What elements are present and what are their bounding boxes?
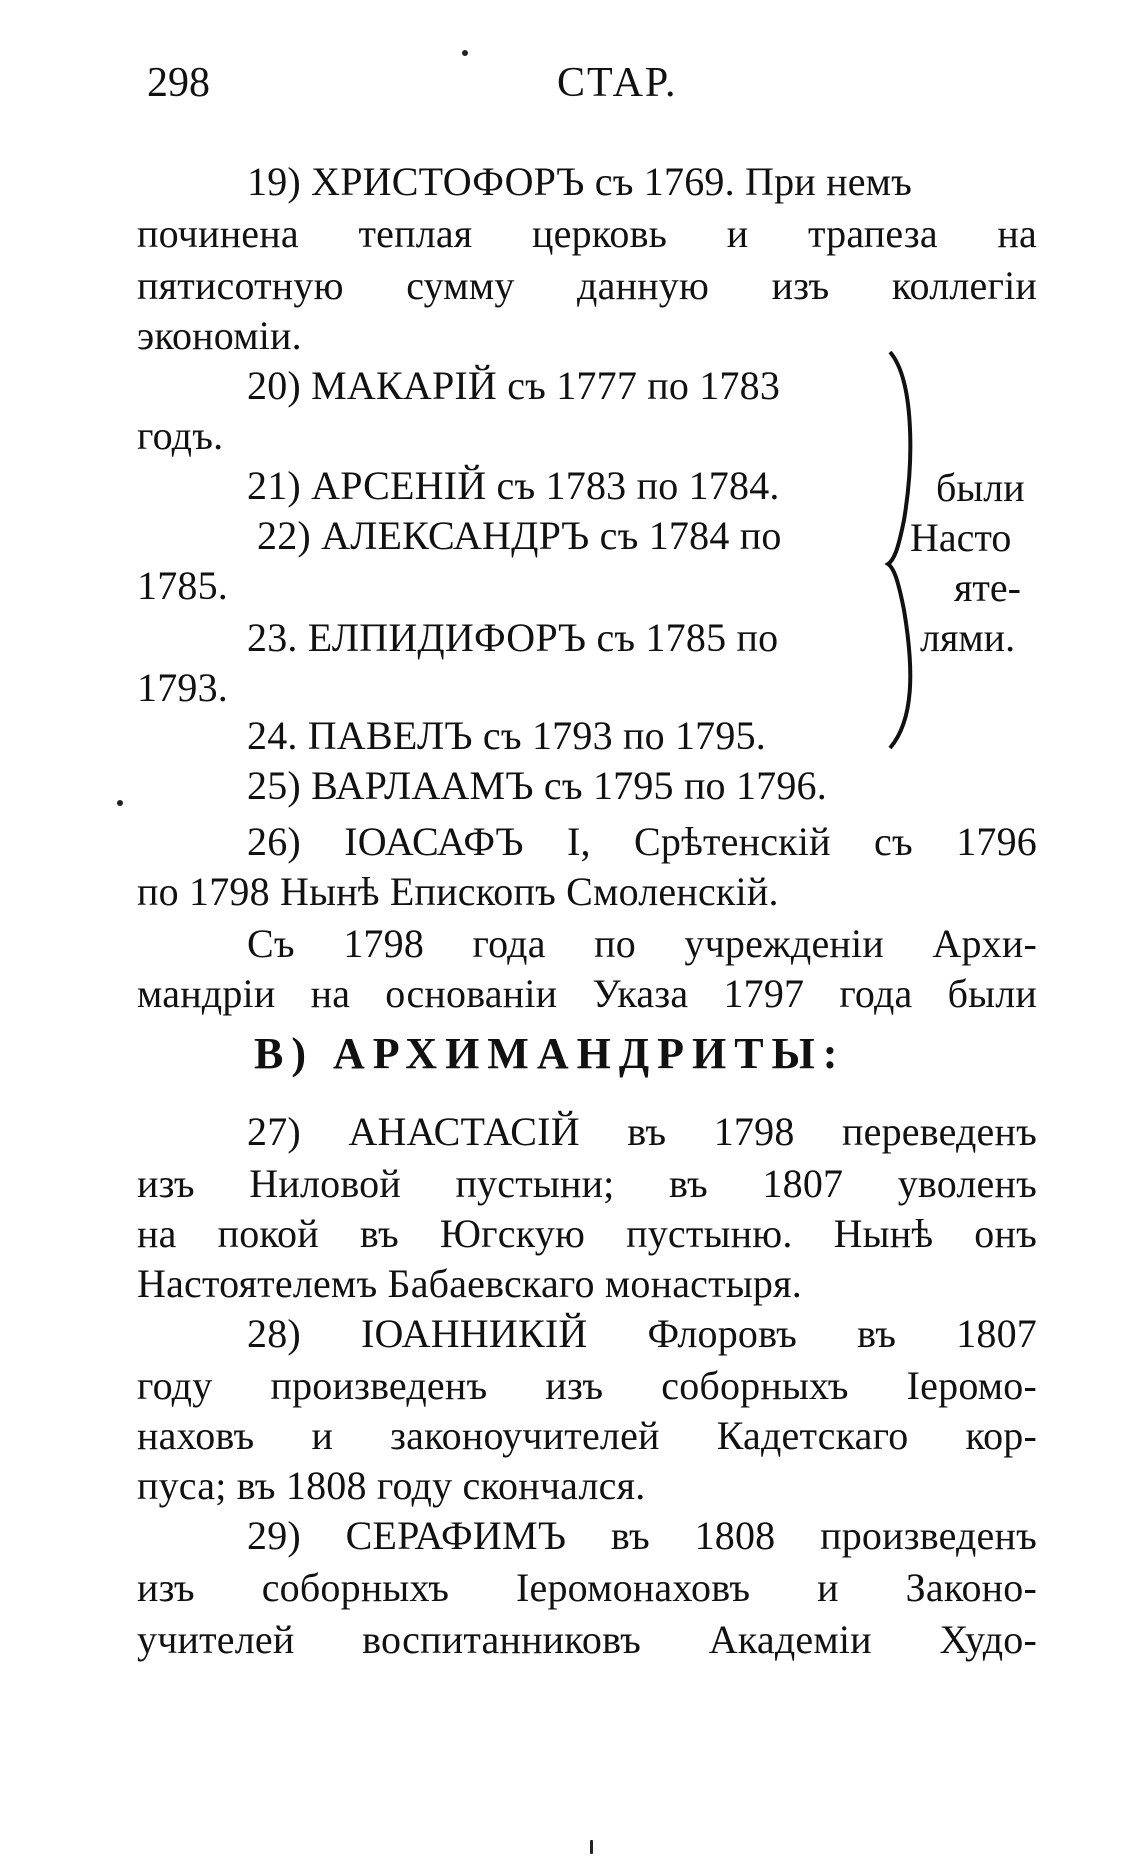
entry-28-line-4: пуса; въ 1808 году скончался.	[137, 1463, 646, 1508]
print-speck	[117, 800, 123, 806]
entry-25-line-1: 25) ВАРЛААМЪ съ 1795 по 1796.	[247, 763, 827, 808]
running-head: СТАР.	[557, 60, 678, 106]
intro-line-2: мандріи на основаніи Указа 1797 года были	[137, 971, 1037, 1016]
entry-29-line-3: учителей воспитанниковъ Академіи Худо-	[137, 1617, 1037, 1662]
entry-26-line-1: 26) ІОАСАФЪ І, Срѣтенскій съ 1796	[247, 819, 1037, 864]
entry-28-line-3: наховъ и законоучителей Кадетскаго кор-	[137, 1413, 1037, 1458]
entry-22-line-2: 1785.	[137, 563, 228, 608]
entry-19-line-1: 19) ХРИСТОФОРЪ съ 1769. При немъ	[247, 159, 913, 204]
brace-note-line-2: Насто	[910, 515, 1012, 560]
entry-29-line-1: 29) СЕРАФИМЪ въ 1808 произведенъ	[247, 1513, 1037, 1558]
entry-19-line-3: пятисотную сумму данную изъ коллегіи	[137, 263, 1037, 308]
intro-line-1: Съ 1798 года по учрежденіи Архи-	[247, 921, 1037, 966]
entry-20-line-1: 20) МАКАРІЙ съ 1777 по 1783	[247, 363, 781, 408]
entry-21-line-1: 21) АРСЕНІЙ съ 1783 по 1784.	[247, 463, 780, 508]
entry-23-line-2: 1793.	[137, 665, 228, 710]
entry-29-line-2: изъ соборныхъ Іеромонаховъ и Законо-	[137, 1565, 1037, 1610]
entry-28-line-1: 28) ІОАННИКІЙ Флоровъ въ 1807	[247, 1311, 1037, 1356]
entry-19-line-4: экономіи.	[137, 313, 302, 358]
brace-note-line-3: яте-	[954, 565, 1021, 610]
print-speck	[590, 1840, 593, 1854]
print-speck	[462, 50, 468, 56]
entry-27-line-2: изъ Ниловой пустыни; въ 1807 уволенъ	[137, 1161, 1037, 1206]
page-number: 298	[147, 60, 210, 106]
entry-27-line-1: 27) АНАСТАСІЙ въ 1798 переведенъ	[247, 1109, 1037, 1154]
entry-20-line-2: годъ.	[137, 413, 224, 458]
brace-note-line-4: лями.	[920, 615, 1016, 660]
entry-23-line-1: 23. ЕЛПИДИФОРЪ съ 1785 по	[247, 615, 779, 660]
entry-28-line-2: году произведенъ изъ соборныхъ Іеромо-	[137, 1363, 1037, 1408]
entry-27-line-3: на покой въ Югскую пустыню. Нынѣ онъ	[137, 1211, 1037, 1256]
entry-26-line-2: по 1798 Нынѣ Епископъ Смоленскій.	[137, 869, 779, 914]
brace-note-line-1: были	[936, 465, 1025, 510]
entry-22-line-1: 22) АЛЕКСАНДРЪ съ 1784 по	[257, 513, 782, 558]
section-title: В) АРХИМАНДРИТЫ:	[254, 1029, 846, 1078]
entry-24-line-1: 24. ПАВЕЛЪ съ 1793 по 1795.	[247, 713, 766, 758]
entry-27-line-4: Настоятелемъ Бабаевскаго монастыря.	[137, 1261, 802, 1306]
entry-19-line-2: починена теплая церковь и трапеза на	[137, 211, 1037, 256]
